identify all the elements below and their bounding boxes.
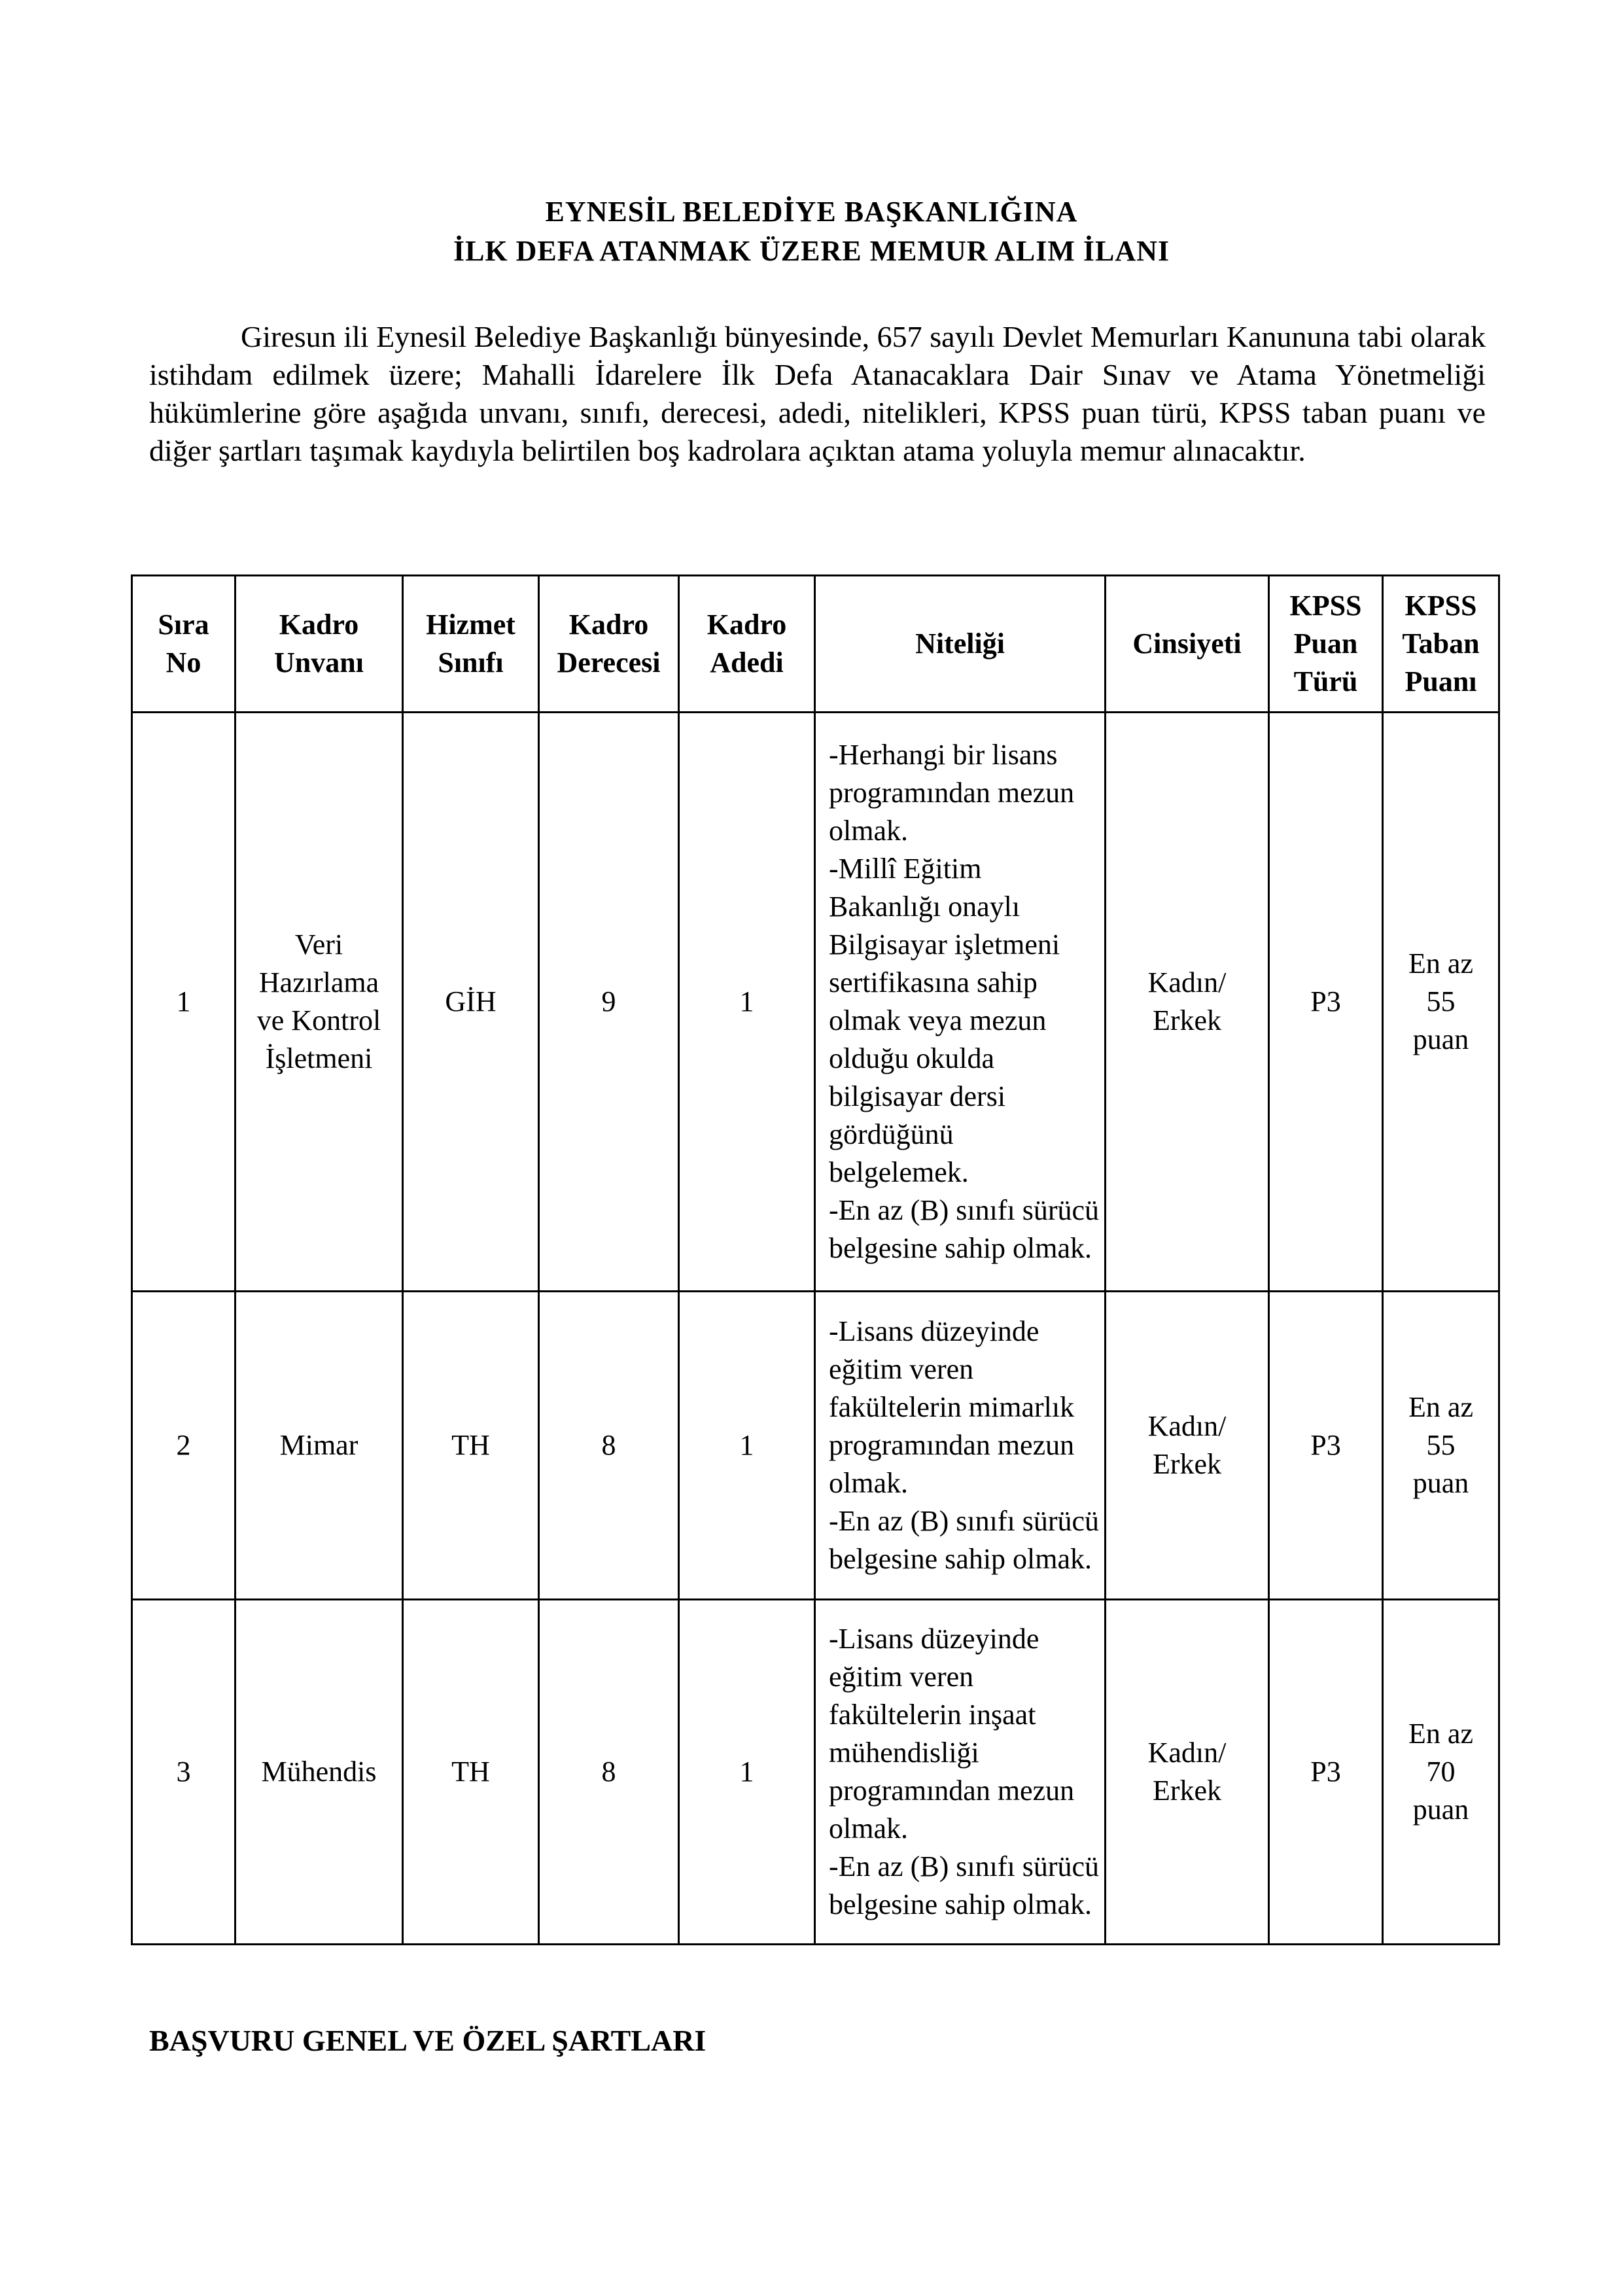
document-title-line-1: EYNESİL BELEDİYE BAŞKANLIĞINA bbox=[545, 196, 1078, 228]
cell-sira-no: 3 bbox=[132, 1600, 236, 1945]
cell-sira-no: 2 bbox=[132, 1292, 236, 1600]
column-header-hizmet-sinifi: Hizmet Sınıfı bbox=[403, 576, 539, 713]
table-row bbox=[132, 713, 1499, 1292]
column-header-sira-no: Sıra No bbox=[132, 576, 236, 713]
cell-kpss-puan-turu: P3 bbox=[1269, 1292, 1383, 1600]
cell-cinsiyeti: Kadın/ Erkek bbox=[1106, 1600, 1269, 1945]
cell-niteligi: -Lisans düzeyinde eğitim veren fakültelerin inşaat mühendisliği programından mezun olmak. -En az (B) sınıfı sürücü belgesine sahip olmak. bbox=[815, 1600, 1106, 1945]
column-header-kadro-derecesi: Kadro Derecesi bbox=[539, 576, 679, 713]
cell-kpss-puan-turu: P3 bbox=[1269, 1600, 1383, 1945]
cell-kadro-unvani: Mühendis bbox=[236, 1600, 403, 1945]
cell-cinsiyeti: Kadın/ Erkek bbox=[1106, 1292, 1269, 1600]
cell-kadro-derecesi: 8 bbox=[539, 1600, 679, 1945]
cell-kadro-adedi: 1 bbox=[679, 1292, 815, 1600]
cell-cinsiyeti: Kadın/ Erkek bbox=[1106, 713, 1269, 1292]
cell-niteligi: -Lisans düzeyinde eğitim veren fakültelerin mimarlık programından mezun olmak. -En az (B) sınıfı sürücü belgesine sahip olmak. bbox=[815, 1292, 1106, 1600]
cell-niteligi: -Herhangi bir lisans programından mezun olmak. -Millî Eğitim Bakanlığı onaylı Bilgisayar işletmeni sertifikasına sahip olmak veya mezun olduğu okulda bilgisayar dersi gördüğünü belgelemek. -En az (B) sınıfı sürücü belgesine sahip olmak. bbox=[815, 713, 1106, 1292]
column-header-kpss-puan-turu: KPSS Puan Türü bbox=[1269, 576, 1383, 713]
column-header-kadro-adedi: Kadro Adedi bbox=[679, 576, 815, 713]
column-header-kadro-unvani: Kadro Unvanı bbox=[236, 576, 403, 713]
column-header-kpss-taban-puani: KPSS Taban Puanı bbox=[1383, 576, 1499, 713]
cell-kadro-unvani: Mimar bbox=[236, 1292, 403, 1600]
section-title-basvuru-sartlari: BAŞVURU GENEL VE ÖZEL ŞARTLARI bbox=[149, 2024, 707, 2057]
cell-kpss-taban-puani: En az 55 puan bbox=[1383, 1292, 1499, 1600]
cell-kpss-puan-turu: P3 bbox=[1269, 713, 1383, 1292]
table-row bbox=[132, 1292, 1499, 1600]
table-header-row bbox=[132, 576, 1499, 713]
cell-hizmet-sinifi: GİH bbox=[403, 713, 539, 1292]
cell-hizmet-sinifi: TH bbox=[403, 1600, 539, 1945]
cell-kpss-taban-puani: En az 70 puan bbox=[1383, 1600, 1499, 1945]
cell-kadro-derecesi: 8 bbox=[539, 1292, 679, 1600]
column-header-cinsiyeti: Cinsiyeti bbox=[1106, 576, 1269, 713]
intro-paragraph: Giresun ili Eynesil Belediye Başkanlığı bünyesinde, 657 sayılı Devlet Memurları Kanununa tabi olarak istihdam edilmek üzere; Mahalli İdarelere İlk Defa Atanacaklara Dair Sınav ve Atama Yönetmeliği hükümlerine göre aşağıda unvanı, sınıfı, derecesi, adedi, nitelikleri, KPSS puan türü, KPSS taban puanı ve diğer şartları taşımak kaydıyla belirtilen boş kadrolara açıktan atama yoluyla memur alınacaktır. bbox=[149, 320, 1486, 467]
cell-kpss-taban-puani: En az 55 puan bbox=[1383, 713, 1499, 1292]
table-row bbox=[132, 1600, 1499, 1945]
cell-kadro-derecesi: 9 bbox=[539, 713, 679, 1292]
cell-sira-no: 1 bbox=[132, 713, 236, 1292]
column-header-niteligi: Niteliği bbox=[815, 576, 1106, 713]
document-title-line-2: İLK DEFA ATANMAK ÜZERE MEMUR ALIM İLANI bbox=[453, 235, 1170, 267]
position-table bbox=[131, 574, 1500, 1945]
cell-kadro-adedi: 1 bbox=[679, 1600, 815, 1945]
cell-kadro-adedi: 1 bbox=[679, 713, 815, 1292]
cell-kadro-unvani: Veri Hazırlama ve Kontrol İşletmeni bbox=[236, 713, 403, 1292]
cell-hizmet-sinifi: TH bbox=[403, 1292, 539, 1600]
